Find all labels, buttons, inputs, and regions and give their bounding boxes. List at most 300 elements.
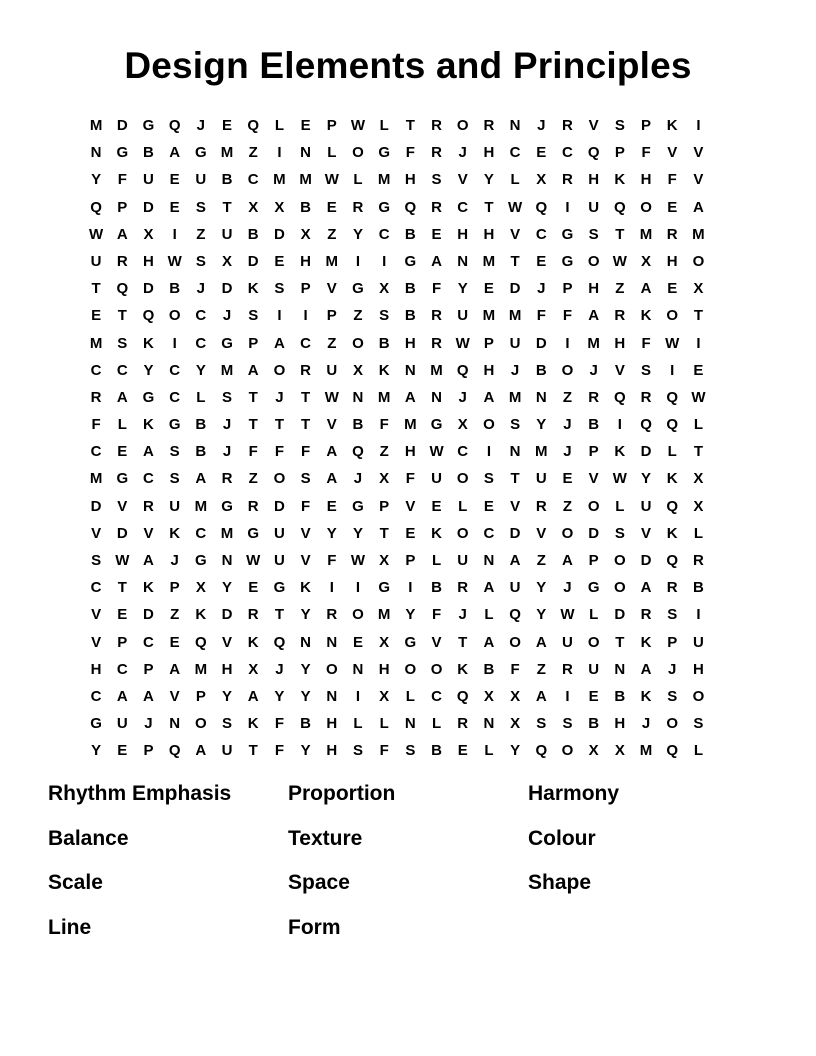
grid-letter: D [143, 198, 154, 216]
grid-letter: Z [353, 307, 363, 325]
grid-letter: E [667, 280, 678, 298]
grid-letter: F [667, 171, 677, 189]
grid-letter: W [508, 198, 523, 216]
grid-letter: R [562, 117, 573, 134]
grid-letter: L [589, 606, 599, 624]
word-list-item: Colour [528, 826, 596, 850]
grid-letter: F [301, 443, 311, 461]
grid-letter: A [535, 633, 547, 651]
grid-letter: C [431, 687, 442, 705]
grid-letter: Q [535, 742, 548, 760]
word-list-item: Form [288, 915, 341, 939]
grid-letter: P [300, 280, 311, 298]
grid-letter: I [696, 117, 701, 134]
grid-letter: O [325, 660, 338, 678]
grid-letter: P [326, 117, 337, 134]
word-list-item: Line [48, 915, 92, 939]
grid-letter: Q [168, 742, 181, 760]
grid-letter: R [588, 388, 600, 406]
grid-letter: G [587, 579, 600, 597]
grid-letter: S [222, 715, 233, 733]
grid-letter: V [91, 606, 102, 624]
grid-letter: R [90, 388, 102, 406]
grid-letter: J [589, 361, 598, 379]
grid-letter: C [457, 198, 469, 216]
grid-letter: T [510, 470, 520, 488]
grid-letter: O [692, 252, 705, 270]
grid-letter: S [588, 225, 599, 243]
grid-letter: S [352, 742, 363, 760]
grid-letter: V [91, 524, 102, 542]
grid-letter: E [562, 470, 573, 488]
grid-letter: R [666, 225, 678, 243]
grid-letter: Q [666, 416, 679, 434]
grid-letter: Q [666, 497, 679, 515]
grid-letter: Y [300, 660, 311, 678]
grid-letter: X [510, 715, 521, 733]
grid-letter: V [510, 497, 521, 515]
grid-letter: O [352, 334, 364, 352]
grid-letter: B [300, 198, 312, 216]
grid-letter: J [170, 552, 179, 569]
grid-letter: D [273, 225, 285, 243]
grid-letter: V [536, 524, 547, 542]
grid-letter: P [248, 334, 259, 352]
grid-letter: E [431, 497, 442, 515]
grid-letter: E [693, 361, 704, 379]
grid-letter: X [693, 280, 704, 298]
grid-letter: L [117, 416, 127, 434]
grid-letter: W [115, 552, 130, 569]
grid-letter: A [326, 443, 338, 461]
grid-letter: U [692, 633, 704, 651]
grid-letter: F [562, 307, 573, 325]
grid-letter: K [614, 443, 626, 461]
grid-letter: F [301, 497, 311, 515]
grid-letter: U [326, 361, 338, 379]
grid-letter: A [273, 334, 285, 352]
grid-letter: J [196, 117, 206, 134]
grid-letter: X [536, 171, 547, 189]
grid-letter: W [167, 252, 182, 270]
grid-letter: T [117, 579, 127, 597]
grid-letter: Q [640, 416, 652, 434]
grid-letter: C [195, 334, 207, 352]
grid-letter: X [143, 225, 154, 243]
grid-letter: P [379, 497, 390, 515]
grid-letter: R [300, 361, 312, 379]
grid-letter: H [326, 715, 338, 733]
grid-letter: V [326, 416, 337, 434]
grid-letter: Y [536, 579, 547, 597]
grid-letter: B [404, 280, 416, 298]
grid-letter: P [143, 742, 154, 760]
grid-letter: H [300, 252, 312, 270]
grid-letter: R [535, 497, 547, 515]
grid-letter: U [588, 198, 600, 216]
grid-letter: N [509, 117, 521, 134]
grid-letter: U [457, 552, 469, 569]
grid-letter: S [431, 171, 442, 189]
grid-letter: D [509, 524, 521, 542]
grid-letter: H [143, 252, 154, 270]
grid-letter: A [483, 388, 495, 406]
grid-letter: G [561, 225, 574, 243]
grid-letter: V [693, 144, 704, 162]
grid-letter: M [535, 443, 548, 461]
grid-letter: F [641, 144, 651, 162]
grid-letter: Z [562, 388, 573, 406]
grid-letter: I [382, 252, 387, 270]
grid-letter: F [405, 470, 415, 488]
grid-letter: D [90, 497, 102, 515]
grid-letter: Q [535, 198, 548, 216]
grid-letter: L [484, 742, 494, 760]
grid-letter: C [169, 361, 181, 379]
grid-letter: B [535, 361, 547, 379]
grid-letter: S [562, 715, 573, 733]
grid-letter: V [667, 144, 678, 162]
grid-letter: T [274, 416, 284, 434]
grid-letter: M [508, 307, 522, 325]
grid-letter: O [404, 660, 417, 678]
grid-letter: M [299, 171, 312, 189]
grid-letter: G [116, 144, 129, 162]
grid-letter: O [456, 117, 469, 134]
grid-letter: X [248, 198, 259, 216]
grid-letter: B [431, 742, 442, 760]
grid-letter: D [116, 524, 128, 542]
grid-letter: X [222, 252, 233, 270]
grid-letter: L [353, 171, 363, 189]
grid-letter: E [457, 742, 468, 760]
grid-letter: C [116, 660, 128, 678]
grid-letter: X [379, 633, 390, 651]
grid-letter: K [666, 117, 678, 134]
grid-letter: A [640, 660, 652, 678]
grid-letter: M [482, 252, 496, 270]
grid-letter: U [640, 497, 652, 515]
grid-letter: E [536, 252, 547, 270]
grid-letter: P [562, 280, 573, 298]
grid-letter: I [486, 443, 491, 461]
grid-letter: F [536, 307, 546, 325]
grid-letter: S [667, 687, 678, 705]
grid-letter: N [221, 552, 233, 569]
grid-letter: W [324, 388, 339, 406]
grid-letter: J [222, 443, 232, 461]
grid-letter: L [615, 497, 625, 515]
grid-letter: O [352, 606, 364, 624]
grid-letter: V [143, 524, 154, 542]
grid-letter: Q [509, 606, 521, 624]
grid-letter: X [248, 660, 259, 678]
grid-letter: T [379, 524, 389, 542]
grid-letter: A [588, 307, 600, 325]
grid-letter: J [222, 416, 232, 434]
grid-letter: H [404, 171, 416, 189]
grid-letter: Z [615, 280, 625, 298]
grid-letter: S [300, 470, 311, 488]
grid-letter: G [404, 252, 417, 270]
grid-letter: C [90, 579, 102, 597]
grid-letter: L [379, 117, 389, 134]
grid-letter: T [248, 416, 258, 434]
grid-letter: N [326, 633, 338, 651]
grid-letter: M [482, 307, 496, 325]
grid-letter: E [483, 280, 494, 298]
grid-letter: E [169, 171, 180, 189]
grid-letter: D [273, 497, 285, 515]
grid-letter: V [588, 470, 599, 488]
grid-letter: X [352, 361, 363, 379]
grid-letter: A [195, 742, 207, 760]
grid-letter: M [325, 252, 339, 270]
grid-letter: S [274, 280, 285, 298]
grid-letter: F [274, 742, 284, 760]
grid-letter: V [222, 633, 233, 651]
grid-letter: B [247, 225, 259, 243]
grid-letter: M [639, 225, 653, 243]
grid-letter: V [614, 361, 625, 379]
grid-letter: I [172, 225, 177, 243]
grid-letter: F [327, 552, 337, 569]
grid-letter: K [247, 715, 259, 733]
grid-letter: Y [352, 524, 363, 542]
grid-letter: H [457, 225, 469, 243]
grid-letter: A [143, 443, 154, 461]
grid-letter: O [273, 361, 286, 379]
grid-letter: P [117, 633, 128, 651]
grid-letter: K [300, 579, 312, 597]
grid-letter: S [169, 443, 180, 461]
grid-letter: J [641, 715, 651, 733]
grid-letter: S [614, 117, 625, 134]
grid-letter: O [352, 144, 364, 162]
grid-letter: B [431, 579, 442, 597]
grid-letter: Z [327, 334, 337, 352]
grid-letter: J [458, 606, 467, 624]
grid-letter: E [405, 524, 416, 542]
grid-letter: P [667, 633, 678, 651]
grid-letter: I [355, 252, 361, 270]
grid-letter: X [379, 470, 390, 488]
grid-letter: O [273, 470, 286, 488]
grid-letter: O [666, 715, 679, 733]
grid-letter: J [563, 416, 572, 434]
grid-letter: H [483, 144, 495, 162]
grid-letter: P [588, 443, 599, 461]
grid-letter: G [142, 388, 155, 406]
grid-letter: N [300, 144, 312, 162]
grid-letter: R [221, 470, 233, 488]
grid-letter: Q [195, 633, 207, 651]
grid-letter: S [641, 361, 652, 379]
grid-letter: H [614, 715, 626, 733]
grid-letter: W [350, 552, 366, 569]
grid-letter: J [458, 144, 467, 162]
grid-letter: K [247, 633, 259, 651]
grid-letter: O [587, 252, 600, 270]
grid-letter: N [509, 443, 521, 461]
grid-letter: V [457, 171, 468, 189]
grid-letter: B [378, 334, 390, 352]
grid-letter: K [640, 687, 652, 705]
grid-letter: O [614, 552, 626, 569]
grid-letter: B [169, 280, 181, 298]
grid-letter: Y [483, 171, 494, 189]
grid-letter: N [352, 388, 364, 406]
grid-letter: X [693, 470, 704, 488]
grid-letter: Y [326, 524, 337, 542]
word-list-item: Balance [48, 826, 129, 850]
grid-letter: L [693, 742, 703, 760]
grid-letter: G [116, 470, 129, 488]
grid-letter: P [143, 660, 154, 678]
grid-letter: K [247, 280, 259, 298]
grid-letter: U [535, 470, 547, 488]
grid-letter: A [169, 660, 181, 678]
grid-letter: N [404, 361, 416, 379]
grid-letter: H [90, 660, 102, 678]
grid-letter: Y [195, 361, 206, 379]
grid-letter: B [195, 416, 207, 434]
grid-letter: T [693, 443, 703, 461]
grid-letter: O [509, 633, 521, 651]
grid-letter: C [483, 524, 495, 542]
grid-letter: V [641, 524, 652, 542]
grid-letter: Q [247, 117, 260, 134]
grid-letter: S [667, 606, 678, 624]
grid-letter: T [510, 252, 520, 270]
grid-letter: Q [90, 198, 102, 216]
grid-letter: W [665, 334, 680, 352]
grid-letter: N [483, 715, 495, 733]
grid-letter: S [169, 470, 180, 488]
grid-letter: W [691, 388, 706, 406]
grid-letter: Q [404, 198, 417, 216]
grid-letter: N [614, 660, 626, 678]
grid-letter: X [693, 497, 704, 515]
grid-letter: G [352, 497, 364, 515]
grid-letter: Q [666, 742, 679, 760]
grid-letter: C [509, 144, 521, 162]
grid-letter: T [248, 742, 258, 760]
grid-letter: G [378, 144, 390, 162]
grid-letter: T [248, 388, 258, 406]
grid-letter: P [117, 198, 128, 216]
grid-letter: J [222, 307, 232, 325]
grid-letter: M [377, 606, 391, 624]
grid-letter: D [640, 552, 652, 569]
grid-letter: I [303, 307, 308, 325]
grid-letter: X [614, 742, 625, 760]
grid-letter: U [221, 742, 233, 760]
grid-letter: Y [300, 742, 311, 760]
grid-letter: L [379, 715, 389, 733]
grid-letter: U [509, 334, 521, 352]
grid-letter: W [455, 334, 470, 352]
grid-letter: U [509, 579, 521, 597]
grid-letter: N [352, 660, 364, 678]
grid-letter: K [666, 524, 678, 542]
grid-letter: A [326, 470, 338, 488]
grid-letter: J [275, 388, 284, 406]
grid-letter: X [457, 416, 468, 434]
grid-letter: B [404, 225, 416, 243]
grid-letter: Q [456, 361, 469, 379]
grid-letter: C [169, 388, 181, 406]
grid-letter: K [431, 524, 442, 542]
grid-letter: O [430, 660, 443, 678]
grid-letter: T [222, 198, 232, 216]
grid-letter: C [457, 443, 469, 461]
grid-letter: Z [196, 225, 206, 243]
grid-letter: Z [536, 552, 546, 569]
grid-letter: C [300, 334, 312, 352]
grid-letter: G [168, 416, 181, 434]
grid-letter: E [326, 497, 337, 515]
word-list-item: Scale [48, 871, 103, 894]
grid-letter: Q [168, 117, 181, 134]
grid-letter: C [378, 225, 390, 243]
grid-letter: R [431, 334, 442, 352]
grid-letter: F [117, 171, 127, 189]
grid-letter: T [458, 633, 468, 651]
grid-letter: L [667, 443, 677, 461]
grid-letter: Q [666, 552, 679, 569]
grid-letter: F [379, 742, 389, 760]
grid-letter: E [222, 117, 233, 134]
grid-letter: U [116, 715, 128, 733]
page-title: Design Elements and Principles [124, 45, 692, 86]
grid-letter: U [169, 497, 181, 515]
grid-letter: L [510, 171, 520, 189]
grid-letter: A [116, 388, 128, 406]
grid-letter: Y [222, 687, 233, 705]
grid-letter: U [562, 633, 573, 651]
grid-letter: A [404, 388, 416, 406]
grid-letter: H [378, 660, 390, 678]
grid-letter: N [90, 144, 102, 162]
grid-letter: I [696, 334, 701, 352]
grid-letter: R [326, 606, 338, 624]
grid-letter: B [614, 687, 626, 705]
grid-letter: I [565, 687, 570, 705]
grid-letter: E [169, 633, 180, 651]
grid-letter: X [588, 742, 599, 760]
grid-letter: G [273, 579, 286, 597]
grid-letter: E [667, 198, 678, 216]
grid-letter: G [561, 252, 574, 270]
grid-letter: Q [116, 280, 129, 298]
grid-letter: C [116, 361, 128, 379]
grid-letter: I [565, 198, 570, 216]
grid-letter: X [483, 687, 494, 705]
grid-letter: N [404, 715, 416, 733]
grid-letter: O [561, 524, 574, 542]
grid-letter: R [143, 497, 154, 515]
grid-letter: F [431, 606, 442, 624]
grid-letter: M [430, 361, 443, 379]
grid-letter: D [509, 280, 521, 298]
grid-letter: O [692, 687, 705, 705]
grid-letter: N [300, 633, 312, 651]
grid-letter: I [277, 307, 282, 325]
grid-letter: C [535, 225, 547, 243]
grid-letter: A [535, 687, 547, 705]
grid-letter: Y [457, 280, 468, 298]
